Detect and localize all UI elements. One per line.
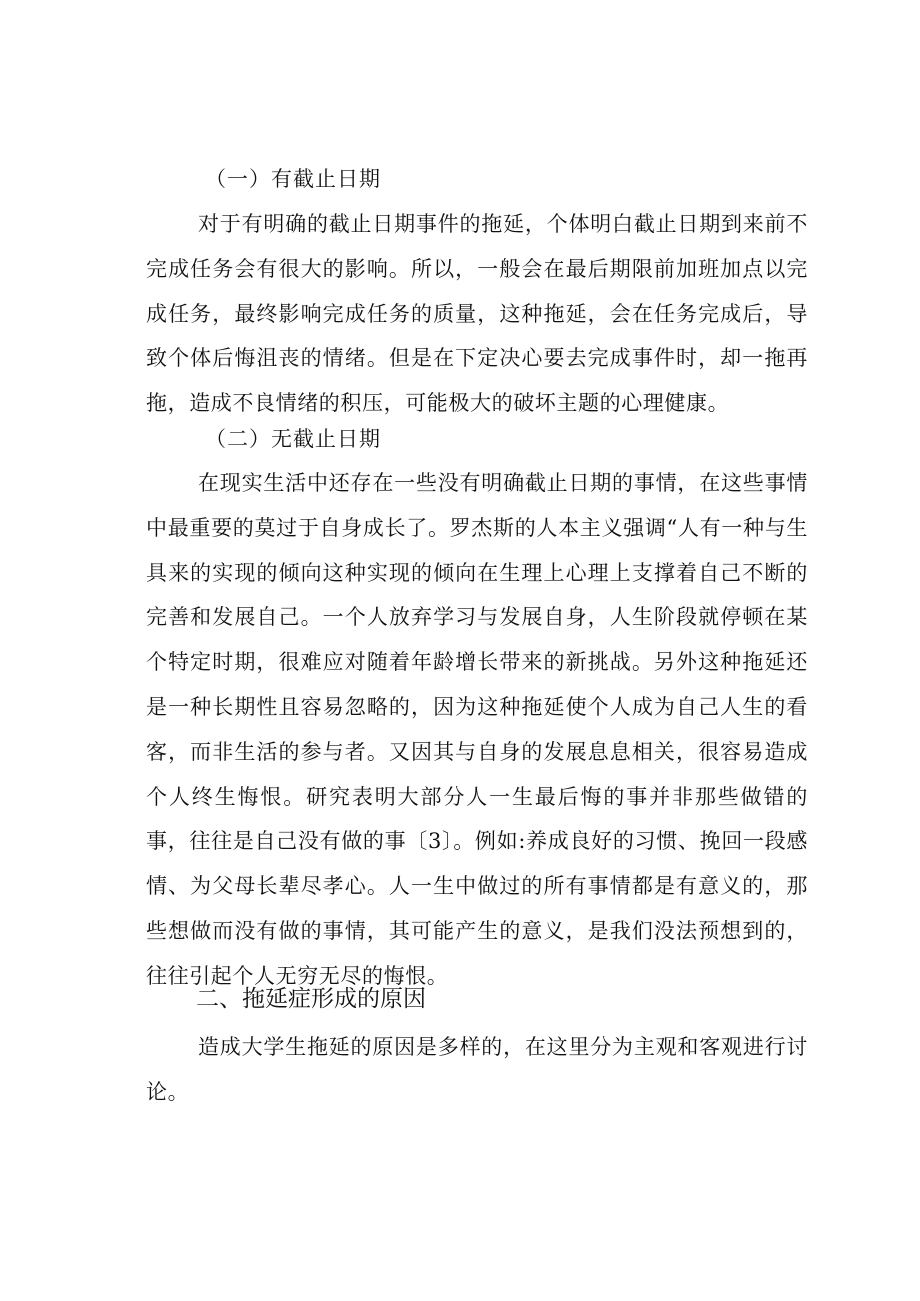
subheading-deadline: （一）有截止日期	[205, 167, 381, 191]
paragraph-deadline: 对于有明确的截止日期事件的拖延，个体明白截止日期到来前不完成任务会有很大的影响。所以，一般会在最后期限前加班加点以完成任务，最终影响完成任务的质量，这种拖延，会在任务完成后，导致个体后悔沮丧的情绪。但是在下定决心要去完成事件时，却一拖再拖，造成不良情绪的积压，可能极大的破坏主题的心理健康。	[146, 212, 808, 416]
paragraph-causes: 造成大学生拖延的原因是多样的，在这里分为主观和客观进行讨论。	[146, 1035, 808, 1104]
section-heading-causes: 二、拖延症形成的原因	[196, 986, 426, 1012]
subheading-no-deadline: （二）无截止日期	[205, 427, 381, 451]
paragraph-no-deadline: 在现实生活中还存在一些没有明确截止日期的事情，在这些事情中最重要的莫过于自身成长了。罗杰斯的人本主义强调“人有一种与生具来的实现的倾向这种实现的倾向在生理上心理上支撑着自己不断的完善和发展自己。一个人放弃学习与发展自身，人生阶段就停顿在某个特定时期，很难应对随着年龄增长带来的新挑战。另外这种拖延还是一种长期性且容易忽略的，因为这种拖延使个人成为自己人生的看客，而非生活的参与者。又因其与自身的发展息息相关，很容易造成个人终生悔恨。研究表明大部分人一生最后悔的事并非那些做错的事，往往是自己没有做的事〔3〕。例如:养成良好的习惯、挽回一段感情、为父母长辈尽孝心。人一生中做过的所有事情都是有意义的，那些想做而没有做的事情，其可能产生的意义，是我们没法预想到的，往往引起个人无穷无尽的悔恨。	[146, 471, 808, 988]
